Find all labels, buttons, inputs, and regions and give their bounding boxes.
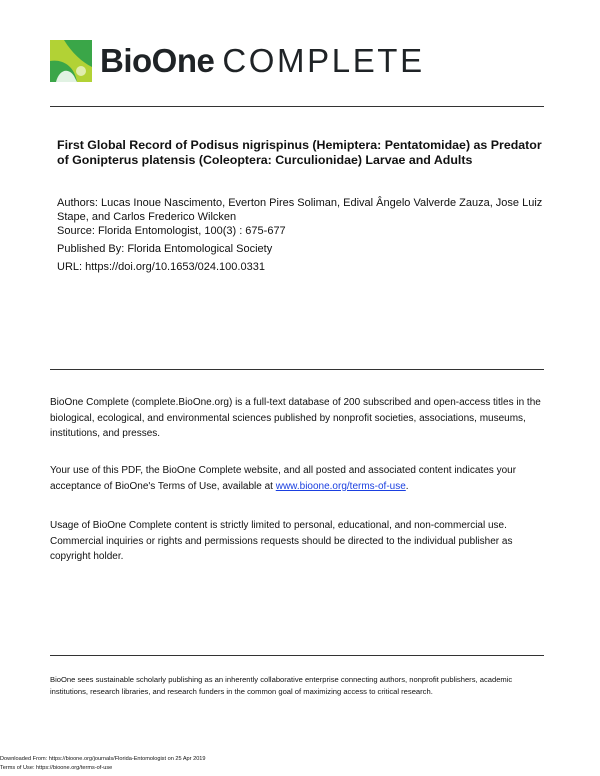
download-info bbox=[0, 755, 340, 772]
article-authors: Authors: Lucas Inoue Nascimento, Everton Pires Soliman, Edival Ângelo Valverde Zauza, Jose Luiz Stape, and Carlos Frederico Wilcken bbox=[57, 197, 543, 223]
footer-divider bbox=[50, 655, 544, 656]
logo-brand-bold: BioOne bbox=[100, 42, 215, 79]
terms-of-use-paragraph bbox=[50, 463, 544, 494]
article-title: First Global Record of Podisus nigrispinus (Hemiptera: Pentatomidae) as Predator of Gonipterus platensis (Coleoptera: Curculionidae) Larvae and Adults bbox=[57, 138, 542, 167]
article-source: Source: Florida Entomologist, 100(3) : 675-677 bbox=[57, 225, 286, 237]
footer-mission-note: BioOne sees sustainable scholarly publishing as an inherently collaborative enterprise connecting authors, nonprofit publishers, academic institutions, research libraries, and research funders in the common goal of maximizing access to critical research. bbox=[50, 675, 513, 696]
header-divider bbox=[50, 106, 544, 107]
terms-text-after: . bbox=[405, 480, 409, 492]
terms-of-use-line: Terms of Use: https://bioone.org/terms-of-use bbox=[0, 764, 113, 771]
terms-of-use-link[interactable]: www.bioone.org/terms-of-use bbox=[275, 480, 406, 492]
bioone-leaf-icon bbox=[50, 40, 92, 82]
article-url[interactable]: URL: https://doi.org/10.1653/024.100.0331 bbox=[57, 261, 265, 273]
section-divider bbox=[50, 369, 544, 370]
article-publisher: Published By: Florida Entomological Society bbox=[57, 243, 273, 255]
terms-text-before: Your use of this PDF, the BioOne Complete website, and all posted and associated content indicates your acceptance of BioOne's Terms of Use, available at bbox=[50, 465, 517, 492]
logo-brand-light: COMPLETE bbox=[222, 42, 425, 79]
bioone-complete-logo bbox=[50, 40, 425, 82]
usage-restrictions-paragraph: Usage of BioOne Complete content is strictly limited to personal, educational, and non-commercial use. Commercial inquiries or rights and permissions requests should be directed to the individual publisher as copyright holder. bbox=[50, 520, 513, 562]
logo-wordmark bbox=[100, 40, 425, 82]
downloaded-from-line: Downloaded From: https://bioone.org/journals/Florida-Entomologist on 25 Apr 2019 bbox=[0, 756, 206, 762]
about-bioone-paragraph: BioOne Complete (complete.BioOne.org) is a full-text database of 200 subscribed and open-access titles in the biological, ecological, and environmental sciences published by nonprofit societies, associations, museums, institutions, and presses. bbox=[50, 397, 541, 439]
